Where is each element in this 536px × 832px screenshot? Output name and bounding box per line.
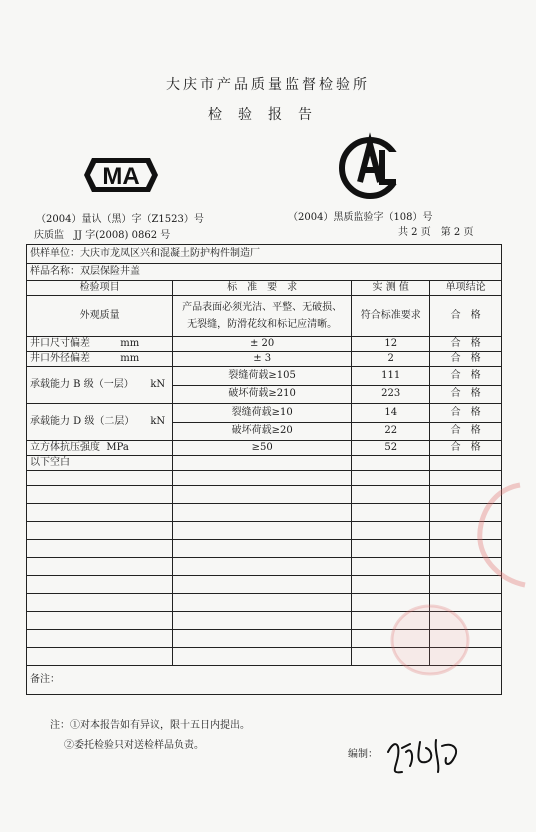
header-item: 检验项目: [27, 281, 173, 296]
load-d-unit: kN: [150, 416, 166, 427]
load-d-value2: 22: [352, 422, 430, 441]
load-d-req2: 破坏荷载≥20: [173, 422, 352, 441]
signature-image: [380, 722, 470, 782]
table-row: [27, 404, 502, 423]
inner-size-result: 合 格: [430, 337, 502, 352]
cma-logo: [82, 150, 162, 200]
table-row: [27, 441, 502, 456]
load-d-value1: 14: [352, 404, 430, 423]
load-b-req1: 裂缝荷载≥105: [173, 367, 352, 386]
ma-text: MA: [102, 163, 140, 190]
load-d-result1: 合 格: [430, 404, 502, 423]
load-b-result1: 合 格: [430, 367, 502, 386]
header-value: 实 测 值: [352, 281, 430, 296]
load-d-result2: 合 格: [430, 422, 502, 441]
load-b-item: 承载能力 B 级（一层）: [30, 379, 134, 390]
load-b-value2: 223: [352, 385, 430, 404]
appearance-requirement: [173, 296, 352, 337]
qs-number: 庆质监 JJ 字(2008) 0862 号: [34, 230, 171, 241]
table-row: [27, 576, 502, 594]
load-b-unit: kN: [150, 379, 166, 390]
outer-size-value: 2: [352, 352, 430, 367]
table-row: [27, 522, 502, 540]
table-row: [27, 504, 502, 522]
inner-size-unit: mm: [120, 338, 140, 349]
load-d-req1: 裂缝荷载≥10: [173, 404, 352, 423]
red-stamp-center: [380, 600, 470, 680]
outer-size-result: 合 格: [430, 352, 502, 367]
load-d-item: 承载能力 D 级（二层）: [30, 416, 135, 427]
load-b-req2: 破坏荷载≥210: [173, 385, 352, 404]
page-indicator: 共 2 页 第 2 页: [398, 227, 474, 238]
cal-cert-number: （2004）黑质监验字（108）号: [288, 212, 433, 223]
appearance-req-line1: 产品表面必须光洁、平整、无破损、: [182, 302, 343, 313]
appearance-result: 合 格: [430, 296, 502, 337]
outer-size-unit: mm: [120, 353, 140, 364]
cube-value: 52: [352, 441, 430, 456]
remarks-row: 备注：: [27, 666, 502, 695]
cube-item: 立方体抗压强度: [30, 442, 100, 453]
ma-cert-number: （2004）量认（黑）字（Z1523）号: [36, 214, 204, 225]
note-2: ②委托检验只对送检样品负责。: [64, 740, 204, 751]
table-row: [27, 471, 502, 486]
cube-result: 合 格: [430, 441, 502, 456]
inner-size-item: 井口尺寸偏差: [30, 338, 90, 349]
table-row: [27, 558, 502, 576]
table-row: [27, 540, 502, 558]
appearance-item: 外观质量: [27, 296, 173, 337]
inner-size-value: 12: [352, 337, 430, 352]
table-row: [27, 367, 502, 386]
header-requirement: 标 准 要 求: [173, 281, 352, 296]
cube-requirement: ≥50: [173, 441, 352, 456]
institute-name: 大庆市产品质量监督检验所: [166, 77, 370, 93]
supplier-row: 供样单位：大庆市龙凤区兴和混凝土防护构件制造厂: [27, 245, 502, 264]
table-row: [27, 337, 502, 352]
load-b-value1: 111: [352, 367, 430, 386]
note-1: 注：①对本报告如有异议，限十五日内提出。: [50, 720, 250, 731]
blank-note: 以下空白: [27, 456, 173, 471]
header-result: 单项结论: [430, 281, 502, 296]
product-row: 样品名称：双层保险井盖: [27, 264, 502, 281]
cal-logo: [330, 130, 410, 200]
red-stamp-right: [470, 480, 530, 590]
outer-size-item: 井口外径偏差: [30, 353, 90, 364]
table-row: [27, 352, 502, 367]
load-b-result2: 合 格: [430, 385, 502, 404]
editor-label: 编制：: [348, 749, 378, 760]
report-title: 检验报告: [208, 107, 328, 123]
outer-size-requirement: ± 3: [173, 352, 352, 367]
table-row: [27, 486, 502, 504]
inner-size-requirement: ± 20: [173, 337, 352, 352]
appearance-value: 符合标准要求: [352, 296, 430, 337]
cube-unit: MPa: [106, 442, 129, 453]
appearance-req-line2: 无裂缝，防滑花纹和标记应清晰。: [187, 319, 338, 330]
table-row: [27, 456, 502, 471]
